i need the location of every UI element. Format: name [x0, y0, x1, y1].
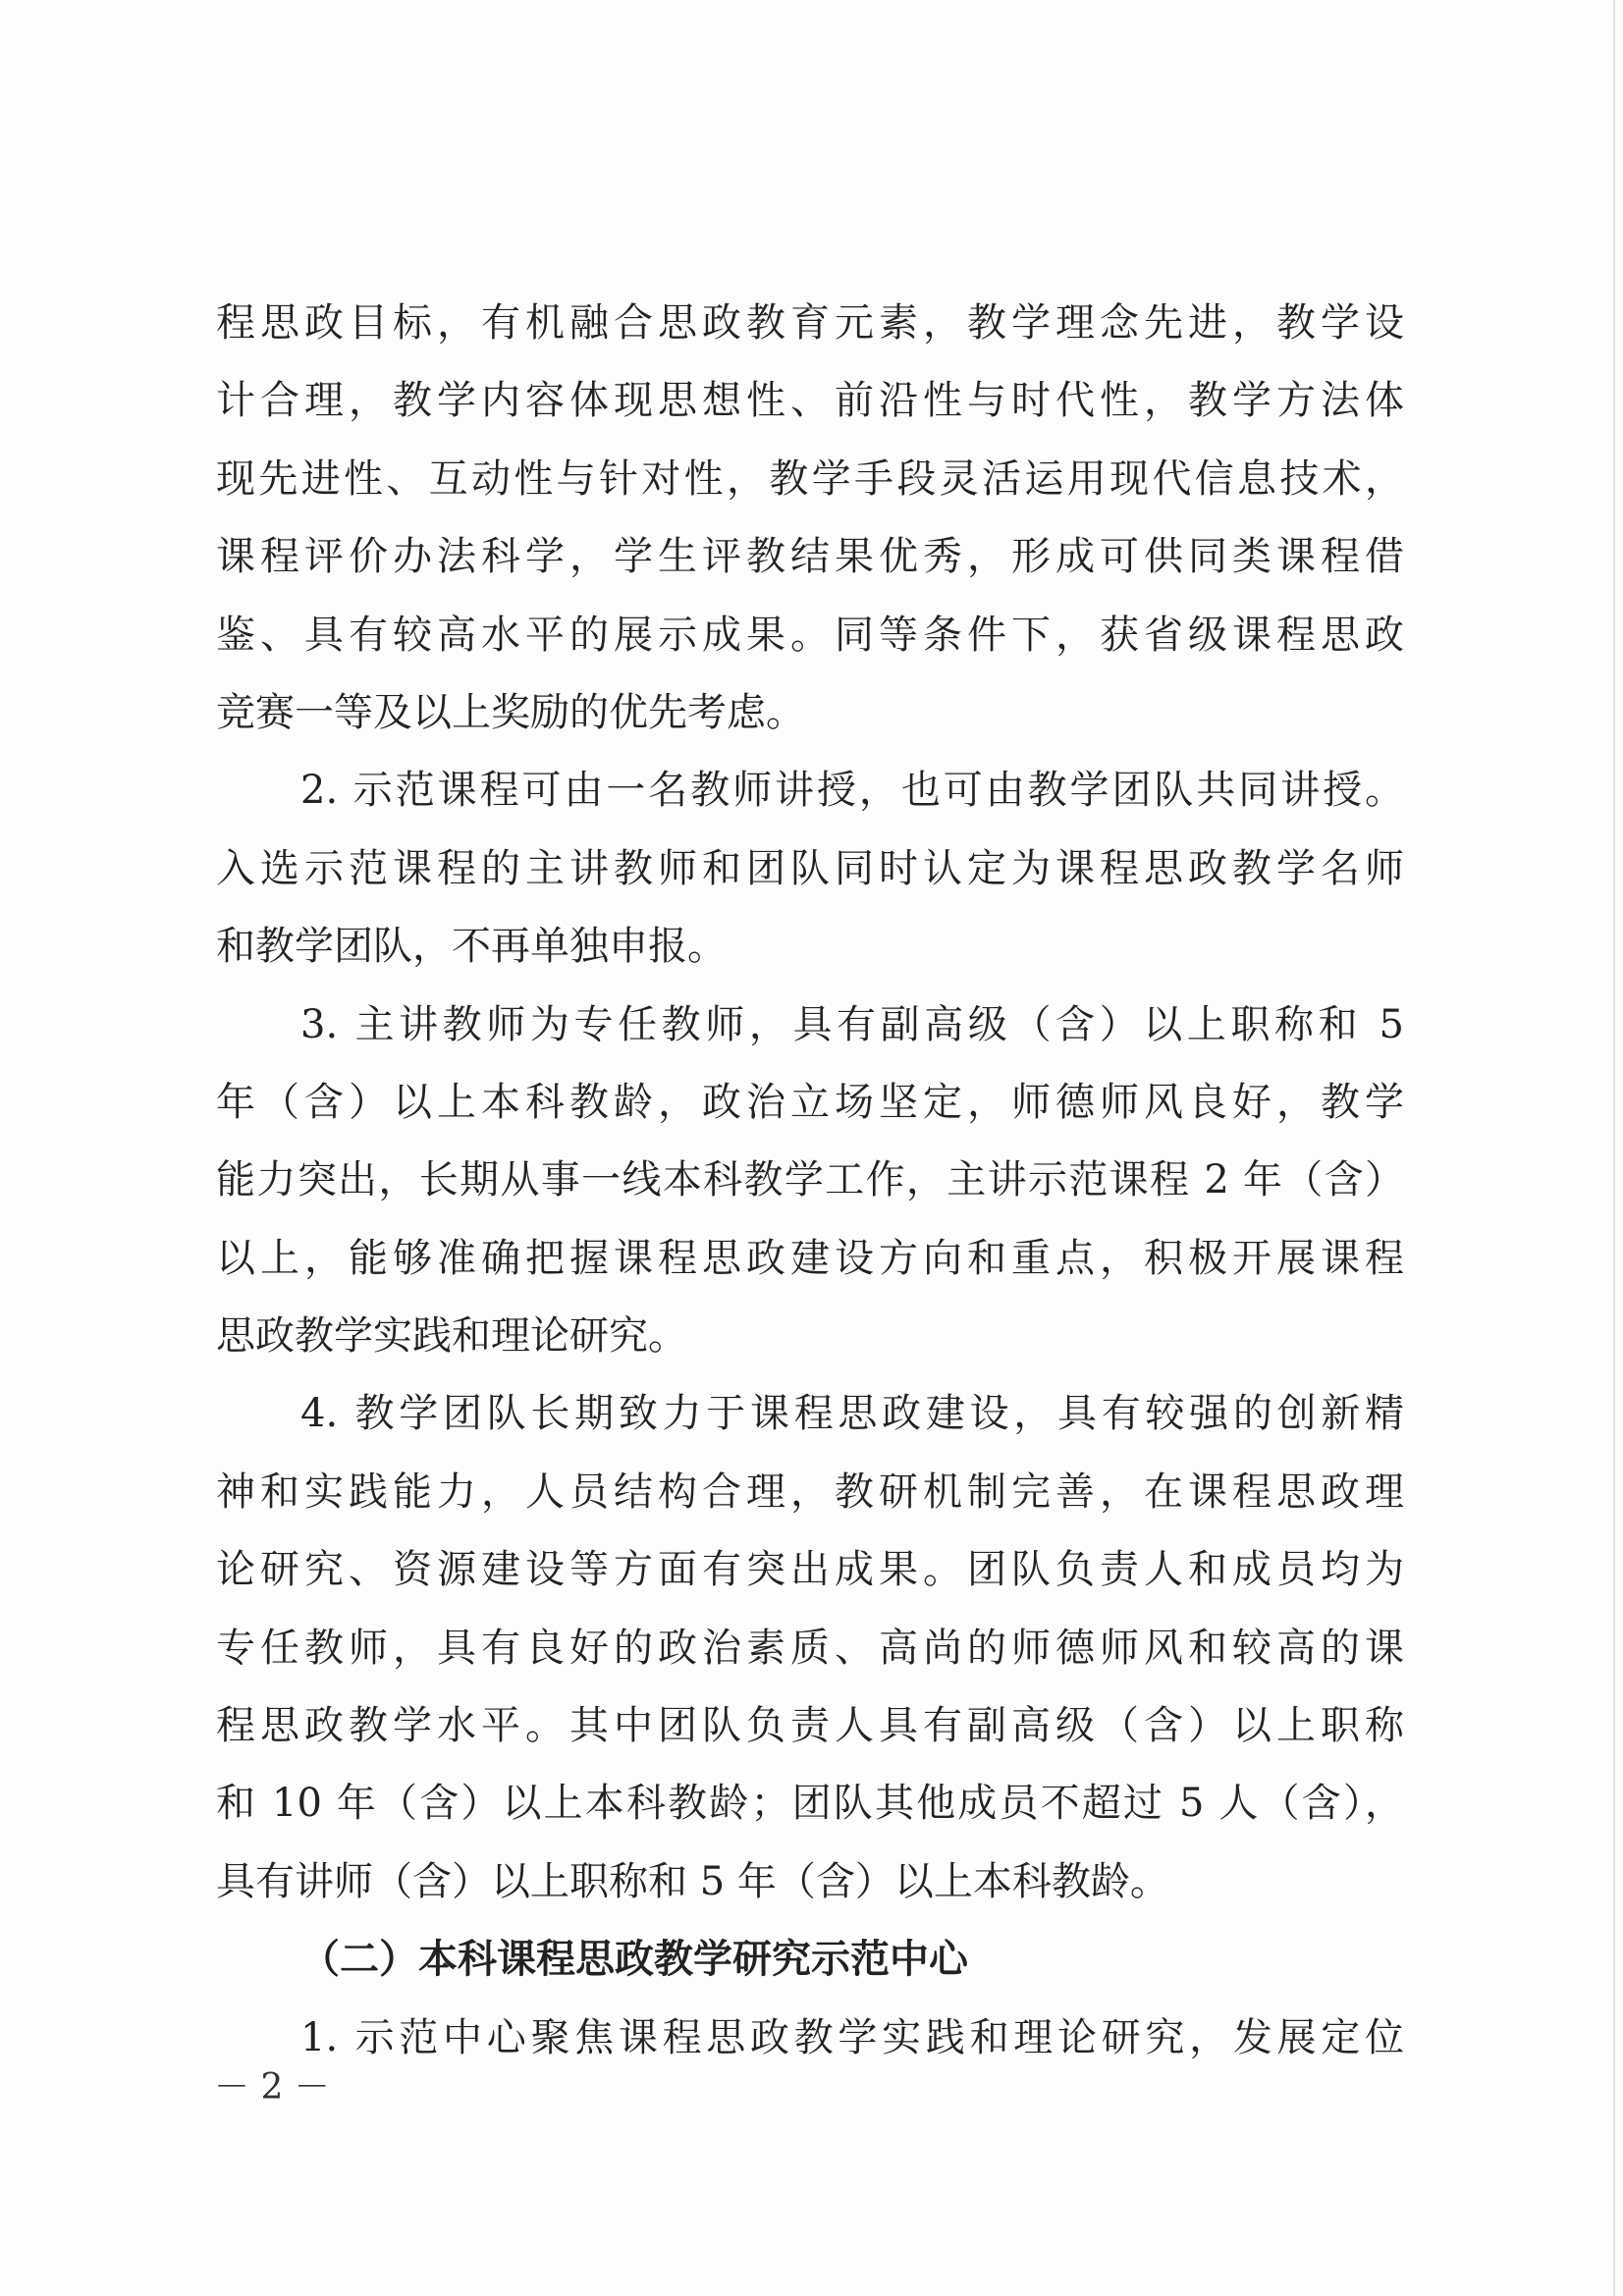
section-heading: （二）本科课程思政教学研究示范中心: [300, 1937, 968, 1983]
paragraph-line: 现先进性、互动性与针对性，教学手段灵活运用现代信息技术，: [216, 455, 1404, 502]
paragraph-line: 年（含）以上本科教龄，政治立场坚定，师德师风良好，教学: [216, 1079, 1404, 1125]
paragraph-line: 程思政目标，有机融合思政教育元素，教学理念先进，教学设: [216, 300, 1404, 346]
paragraph-line: 和教学团队，不再单独申报。: [216, 924, 727, 970]
paragraph-line: 竞赛一等及以上奖励的优先考虑。: [216, 689, 805, 735]
paragraph-line: 论研究、资源建设等方面有突出成果。团队负责人和成员均为: [216, 1547, 1404, 1593]
paragraph-line: 课程评价办法科学，学生评教结果优秀，形成可供同类课程借: [216, 534, 1404, 580]
paragraph-line: 程思政教学水平。其中团队负责人具有副高级（含）以上职称: [216, 1703, 1404, 1749]
paragraph-line: 1. 示范中心聚焦课程思政教学实践和理论研究，发展定位: [300, 2014, 1404, 2060]
paragraph-line: 具有讲师（含）以上职称和 5 年（含）以上本科教龄。: [216, 1858, 1169, 1904]
paragraph-line: 思政教学实践和理论研究。: [216, 1313, 687, 1360]
paragraph-line: 以上，能够准确把握课程思政建设方向和重点，积极开展课程: [216, 1235, 1404, 1281]
paragraph-line: 和 10 年（含）以上本科教龄；团队其他成员不超过 5 人（含），: [216, 1781, 1404, 1827]
paragraph-line: 计合理，教学内容体现思想性、前沿性与时代性，教学方法体: [216, 378, 1404, 424]
paragraph-line: 专任教师，具有良好的政治素质、高尚的师德师风和较高的课: [216, 1625, 1404, 1671]
page-edge: [1613, 0, 1615, 2296]
paragraph-line: 2. 示范课程可由一名教师讲授，也可由教学团队共同讲授。: [300, 768, 1404, 814]
paragraph-line: 神和实践能力，人员结构合理，教研机制完善，在课程思政理: [216, 1468, 1404, 1515]
document-body: [216, 285, 1404, 2077]
paragraph-line: 鉴、具有较高水平的展示成果。同等条件下，获省级课程思政: [216, 612, 1404, 658]
paragraph-line: 3. 主讲教师为专任教师，具有副高级（含）以上职称和 5: [300, 1001, 1404, 1047]
page-number: － 2 －: [214, 2067, 330, 2108]
paragraph-line: 入选示范课程的主讲教师和团队同时认定为课程思政教学名师: [216, 845, 1404, 891]
paragraph-line: 4. 教学团队长期致力于课程思政建设，具有较强的创新精: [300, 1391, 1404, 1437]
paragraph-line: 能力突出，长期从事一线本科教学工作，主讲示范课程 2 年（含）: [216, 1157, 1404, 1203]
